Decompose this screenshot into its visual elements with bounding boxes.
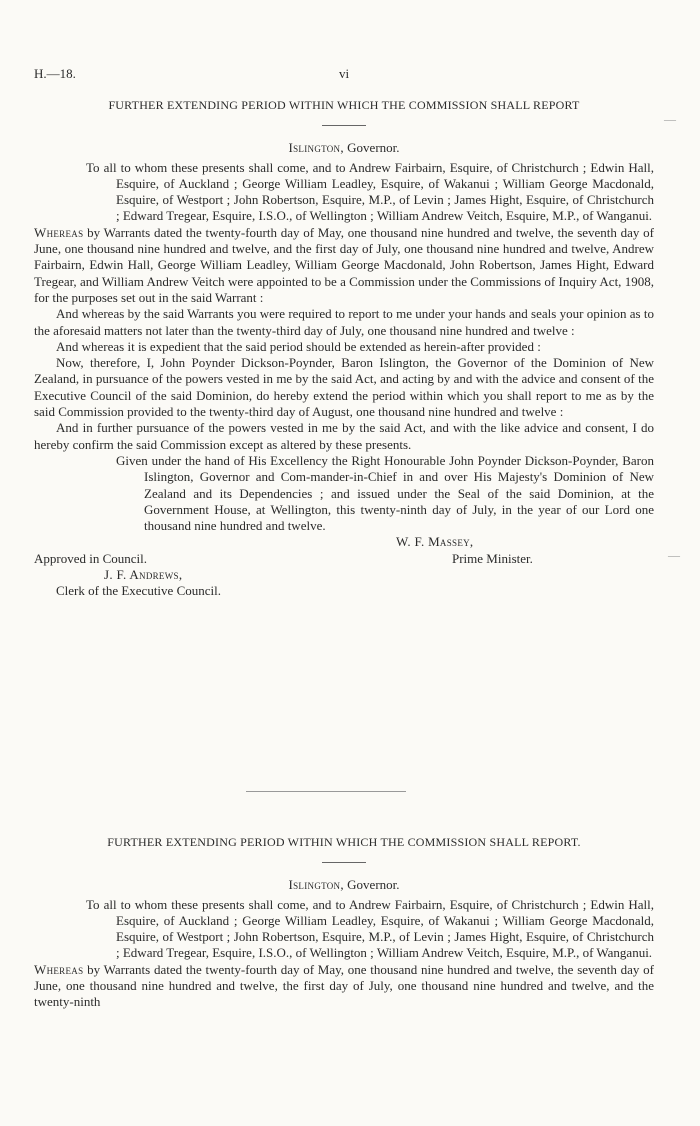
margin-mark: — xyxy=(664,112,676,126)
governor-title: Governor. xyxy=(343,140,400,156)
signature-row xyxy=(34,534,654,550)
whereas-paragraph xyxy=(34,225,654,306)
proclamation-first xyxy=(34,97,654,600)
proclamation-second xyxy=(34,834,654,1011)
signer-name: W. F. Massey, xyxy=(396,534,474,550)
address-paragraph: To all to whom these presents shall come, and to Andrew Fairbairn, Esquire, of Christchurch ; Edwin Hall, Esquire, of Auckland ; George William Leadley, Esquire, of Wakanui ; William George Macdonald, Esquire, of Westport ; John Robertson, Esquire, M.P., of Levin ; James Hight, Esquire, of Christchurch ; Edward Tregear, Esquire, I.S.O., of Wellington ; William Andrew Veitch, Esquire, M.P., of Wanganui. xyxy=(86,159,654,224)
whereas-word: Whereas xyxy=(34,961,84,977)
margin-mark: — xyxy=(668,548,680,562)
given-under-hand-paragraph: Given under the hand of His Excellency the Right Honourable John Poynder Dickson-Poynder, Baron Islington, Governor and Com-mander-in-Chief in and over His Majesty's Dominion of New Zealand and its Dependencies ; and issued under the Seal of the said Dominion, at the Government House, at Wellington, this twenty-ninth day of July, in the year of our Lord one thousand nine hundred and twelve. xyxy=(116,452,654,534)
clerk-title: Clerk of the Executive Council. xyxy=(56,583,221,599)
document-reference: H.—18. xyxy=(34,66,76,81)
governor-name: Islington, xyxy=(288,877,344,893)
title-rule xyxy=(322,862,366,863)
second-whereas-paragraph: And whereas by the said Warrants you were required to report to me under your hands and seals your opinion as to the aforesaid matters not later than the twenty-third day of July, one thousand nine hundred and twelve : xyxy=(34,306,654,338)
third-whereas-paragraph: And whereas it is expedient that the said period should be extended as herein-after provided : xyxy=(56,338,541,354)
approved-in-council: Approved in Council. xyxy=(34,550,148,566)
whereas-text: by Warrants dated the twenty-fourth day of May, one thousand nine hundred and twelve, the seventh day of June, one thousand nine hundred and twelve, the first day of July, one thousand nine hundred and twelve, and the twenty-ninth xyxy=(34,961,654,1010)
clerk-name-row xyxy=(34,567,654,583)
address-paragraph: To all to whom these presents shall come, and to Andrew Fairbairn, Esquire, of Christchurch ; Edwin Hall, Esquire, of Auckland ; George William Leadley, Esquire, of Wakanui ; William George Macdonald, Esquire, of Westport ; John Robertson, Esquire, M.P., of Levin ; James Hight, Esquire, of Christchurch ; Edward Tregear, Esquire, I.S.O., of Wellington ; William Andrew Veitch, Esquire, M.P., of Wanganui. xyxy=(86,896,654,961)
whereas-word: Whereas xyxy=(34,224,84,240)
further-pursuance-paragraph: And in further pursuance of the powers vested in me by the said Act, and with the like advice and consent, I do hereby confirm the said Commission except as altered by these presents. xyxy=(34,420,654,452)
approval-row xyxy=(34,551,654,567)
governor-line xyxy=(34,140,654,156)
title-rule xyxy=(322,125,366,126)
section-title: FURTHER EXTENDING PERIOD WITHIN WHICH THE COMMISSION SHALL REPORT. xyxy=(107,835,581,849)
page-header xyxy=(34,66,654,84)
whereas-text: by Warrants dated the twenty-fourth day of May, one thousand nine hundred and twelve, the seventh day of June, one thousand nine hundred and twelve, and the first day of July, one thousand nine hundred and twelve, Andrew Fairbairn, Edwin Hall, George William Leadley, William George Macdonald, John Robertson, James Hight, Edward Tregear, and William Andrew Veitch were appointed to be a Commission under the Commissions of Inquiry Act, 1908, for the purposes set out in the said Warrant : xyxy=(34,224,654,305)
now-therefore-paragraph: Now, therefore, I, John Poynder Dickson-Poynder, Baron Islington, the Governor of the Dominion of New Zealand, in pursuance of the powers vested in me by the said Act, and acting by and with the advice and consent of the Executive Council of the said Dominion, do hereby extend the period within which you shall report to me as by the said Commission provided to the twenty-third day of August, one thousand nine hundred and twelve : xyxy=(34,355,654,420)
page-number: vi xyxy=(338,66,350,81)
signer-title: Prime Minister. xyxy=(452,550,533,566)
whereas-paragraph xyxy=(34,962,654,1011)
governor-title: Governor. xyxy=(343,877,400,893)
governor-line xyxy=(34,877,654,893)
clerk-name: J. F. Andrews, xyxy=(104,567,183,583)
section-divider xyxy=(246,791,406,792)
section-title: FURTHER EXTENDING PERIOD WITHIN WHICH THE COMMISSION SHALL REPORT xyxy=(108,98,580,112)
clerk-title-row xyxy=(34,583,654,599)
governor-name: Islington, xyxy=(288,140,344,156)
